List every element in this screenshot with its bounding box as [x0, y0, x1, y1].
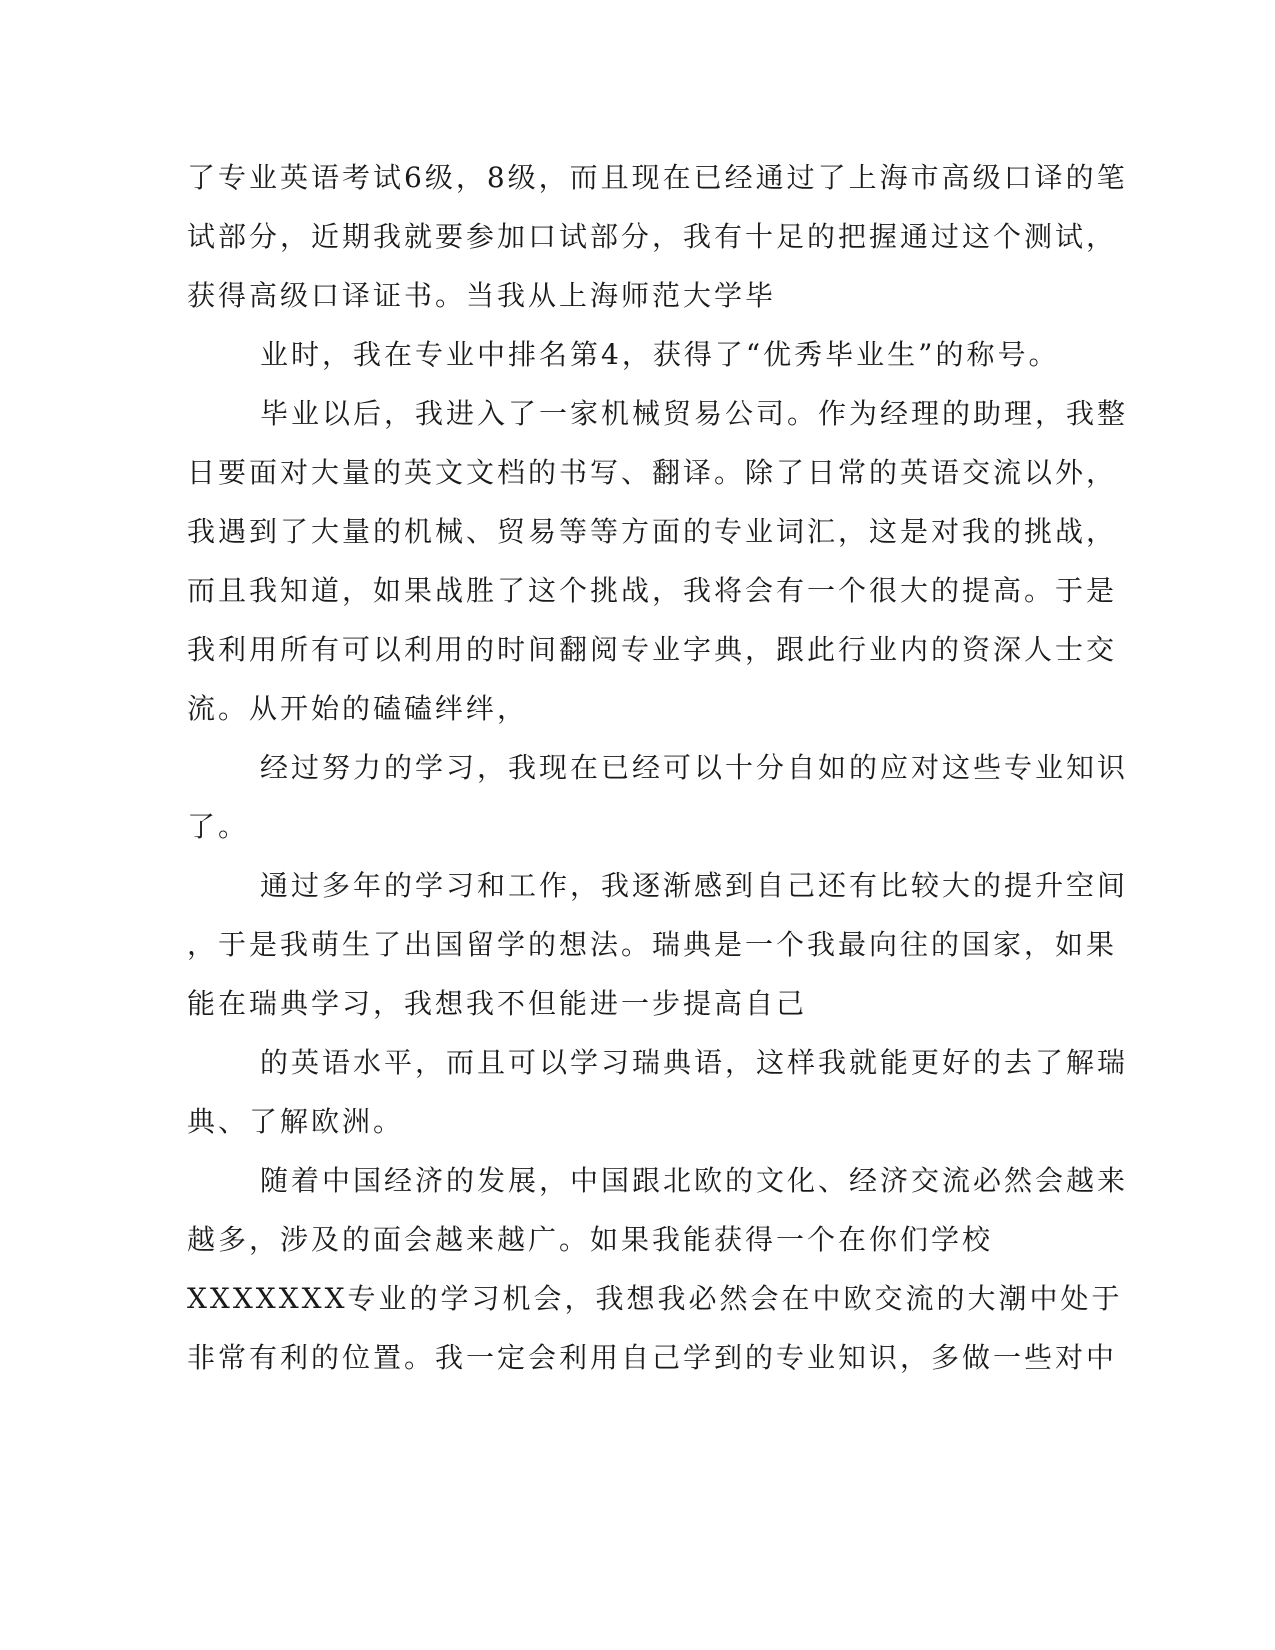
- text-line: 经过努力的学习，我现在已经可以十分自如的应对这些专业知识: [260, 751, 1129, 784]
- text-line: 典、了解欧洲。: [187, 1105, 405, 1138]
- text-line: 我遇到了大量的机械、贸易等等方面的专业词汇，这是对我的挑战，: [187, 515, 1118, 548]
- text-line: 了专业英语考试6级，8级，而且现在已经通过了上海市高级口译的笔: [187, 161, 1128, 194]
- text-line: 非常有利的位置。我一定会利用自己学到的专业知识，多做一些对中: [187, 1341, 1118, 1374]
- text-line: 获得高级口译证书。当我从上海师范大学毕: [187, 279, 777, 312]
- text-line: 我利用所有可以利用的时间翻阅专业字典，跟此行业内的资深人士交: [187, 633, 1118, 666]
- text-line: 能在瑞典学习，我想我不但能进一步提高自己: [187, 987, 808, 1020]
- text-line: 日要面对大量的英文文档的书写、翻译。除了日常的英语交流以外，: [187, 456, 1118, 489]
- text-line: 而且我知道，如果战胜了这个挑战，我将会有一个很大的提高。于是: [187, 574, 1118, 607]
- text-line: 通过多年的学习和工作，我逐渐感到自己还有比较大的提升空间: [260, 869, 1129, 902]
- text-line: XXXXXXX专业的学习机会，我想我必然会在中欧交流的大潮中处于: [187, 1282, 1123, 1315]
- text-line: 越多，涉及的面会越来越广。如果我能获得一个在你们学校: [187, 1223, 994, 1256]
- text-line: 了。: [187, 810, 250, 843]
- text-line: 试部分，近期我就要参加口试部分，我有十足的把握通过这个测试，: [187, 220, 1118, 253]
- text-line: 随着中国经济的发展，中国跟北欧的文化、经济交流必然会越来: [260, 1164, 1129, 1197]
- text-line: 的英语水平，而且可以学习瑞典语，这样我就能更好的去了解瑞: [260, 1046, 1129, 1079]
- text-line: 毕业以后，我进入了一家机械贸易公司。作为经理的助理，我整: [260, 397, 1129, 430]
- text-line: ，于是我萌生了出国留学的想法。瑞典是一个我最向往的国家，如果: [187, 928, 1118, 961]
- text-line: 业时，我在专业中排名第4，获得了“优秀毕业生”的称号。: [260, 338, 1060, 371]
- text-line: 流。从开始的磕磕绊绊，: [187, 692, 529, 725]
